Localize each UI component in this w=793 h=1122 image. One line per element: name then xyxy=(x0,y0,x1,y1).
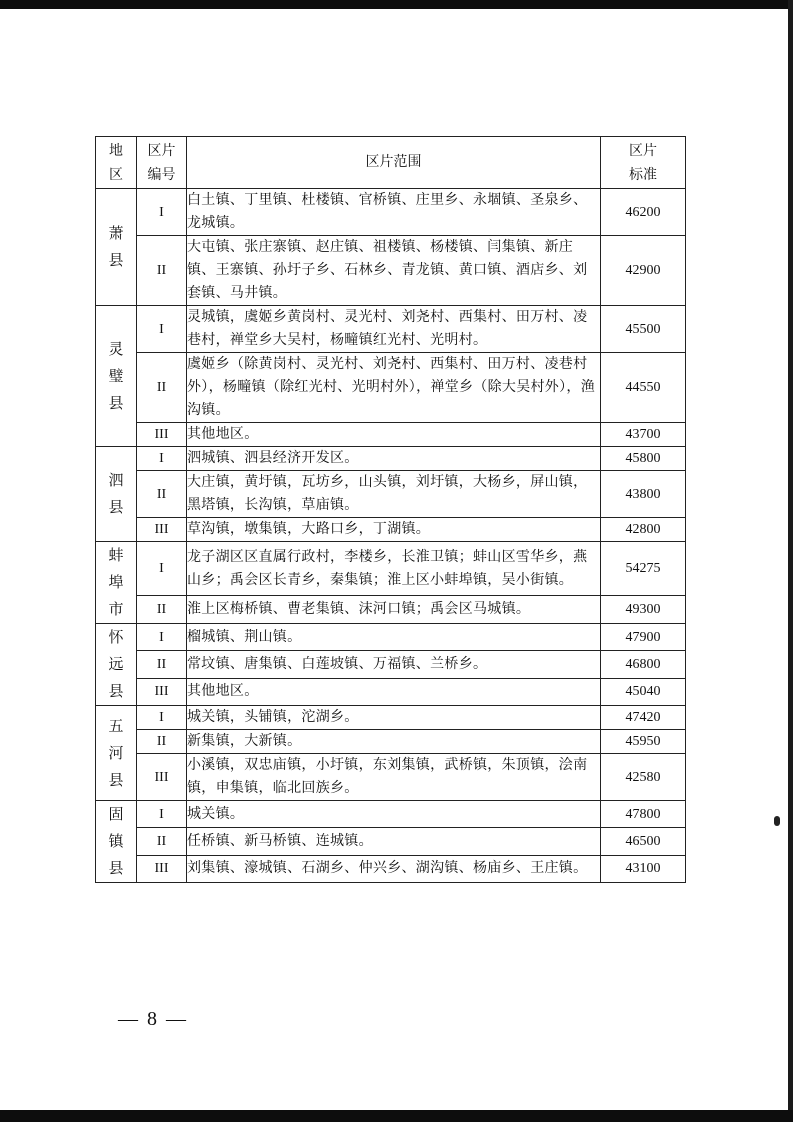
zone-standard: 49300 xyxy=(601,596,686,624)
header-code xyxy=(137,137,187,189)
zone-standard: 42800 xyxy=(601,518,686,542)
zone-scope: 淮上区梅桥镇、曹老集镇、沫河口镇；禹会区马城镇。 xyxy=(187,596,601,624)
zone-standard: 45040 xyxy=(601,678,686,705)
header-code-text: 区片编号 xyxy=(147,142,176,183)
zone-code: I xyxy=(137,706,187,730)
region-name: 灵璧县 xyxy=(108,339,124,412)
zone-scope: 其他地区。 xyxy=(187,423,601,447)
table-row xyxy=(96,754,686,801)
table-row xyxy=(96,730,686,754)
zone-scope: 大屯镇、张庄寨镇、赵庄镇、祖楼镇、杨楼镇、闫集镇、新庄镇、王寨镇、孙圩子乡、石林乡、青龙镇、黄口镇、酒店乡、刘套镇、马井镇。 xyxy=(187,236,601,306)
header-scope xyxy=(187,137,601,189)
region-cell xyxy=(96,542,137,624)
zone-standard: 46500 xyxy=(601,828,686,855)
zone-scope: 任桥镇、新马桥镇、连城镇。 xyxy=(187,828,601,855)
zone-code: II xyxy=(137,236,187,306)
zone-scope: 灵城镇，虞姬乡黄岗村、灵光村、刘尧村、西集村、田万村、凌巷村，禅堂乡大吴村，杨疃镇红光村、光明村。 xyxy=(187,306,601,353)
zone-standard: 45800 xyxy=(601,447,686,471)
zone-code: III xyxy=(137,678,187,705)
zone-code: II xyxy=(137,353,187,423)
zone-code: III xyxy=(137,423,187,447)
header-standard xyxy=(601,137,686,189)
zone-scope: 大庄镇，黄圩镇，瓦坊乡，山头镇，刘圩镇，大杨乡，屏山镇，黑塔镇，长沟镇，草庙镇。 xyxy=(187,471,601,518)
zone-code: I xyxy=(137,801,187,828)
zone-scope: 刘集镇、濠城镇、石湖乡、仲兴乡、湖沟镇、杨庙乡、王庄镇。 xyxy=(187,855,601,882)
zone-code: III xyxy=(137,754,187,801)
region-cell xyxy=(96,801,137,883)
zone-code: I xyxy=(137,447,187,471)
zone-scope: 泗城镇、泗县经济开发区。 xyxy=(187,447,601,471)
region-cell xyxy=(96,189,137,306)
zone-code: II xyxy=(137,596,187,624)
zone-standard: 42900 xyxy=(601,236,686,306)
region-cell xyxy=(96,706,137,801)
zone-standard: 47420 xyxy=(601,706,686,730)
land-price-table xyxy=(95,136,686,883)
region-name: 蚌埠市 xyxy=(108,546,124,618)
zone-scope: 小溪镇，双忠庙镇，小圩镇，东刘集镇，武桥镇，朱顶镇，浍南镇，申集镇，临北回族乡。 xyxy=(187,754,601,801)
zone-standard: 47900 xyxy=(601,624,686,651)
region-name: 萧县 xyxy=(108,224,124,269)
zone-code: I xyxy=(137,542,187,596)
zone-scope: 龙子湖区区直属行政村，李楼乡，长淮卫镇；蚌山区雪华乡，燕山乡；禹会区长青乡，秦集镇；淮上区小蚌埠镇，吴小街镇。 xyxy=(187,542,601,596)
table-row xyxy=(96,306,686,353)
table-row xyxy=(96,706,686,730)
zone-scope: 城关镇，头铺镇，沱湖乡。 xyxy=(187,706,601,730)
table-row xyxy=(96,828,686,855)
zone-standard: 54275 xyxy=(601,542,686,596)
header-standard-text: 区片标准 xyxy=(629,142,657,183)
table-row xyxy=(96,855,686,882)
zone-code: I xyxy=(137,306,187,353)
table-row xyxy=(96,471,686,518)
zone-scope: 虞姬乡（除黄岗村、灵光村、刘尧村、西集村、田万村、凌巷村外），杨疃镇（除红光村、光明村外），禅堂乡（除大吴村外），渔沟镇。 xyxy=(187,353,601,423)
zone-code: II xyxy=(137,471,187,518)
table-row xyxy=(96,542,686,596)
table-row xyxy=(96,801,686,828)
zone-code: III xyxy=(137,855,187,882)
region-name: 五河县 xyxy=(108,716,124,789)
table-row xyxy=(96,518,686,542)
zone-scope: 新集镇，大新镇。 xyxy=(187,730,601,754)
zone-scope: 其他地区。 xyxy=(187,678,601,705)
zone-standard: 42580 xyxy=(601,754,686,801)
zone-scope: 常坟镇、唐集镇、白莲坡镇、万福镇、兰桥乡。 xyxy=(187,651,601,678)
table-row xyxy=(96,236,686,306)
zone-standard: 43800 xyxy=(601,471,686,518)
page-number: — 8 — xyxy=(118,1008,188,1030)
zone-scope: 榴城镇、荆山镇。 xyxy=(187,624,601,651)
region-cell xyxy=(96,447,137,542)
zone-code: II xyxy=(137,828,187,855)
zone-standard: 43100 xyxy=(601,855,686,882)
zone-scope: 城关镇。 xyxy=(187,801,601,828)
scan-border-top xyxy=(0,0,793,9)
table-row xyxy=(96,189,686,236)
table-row xyxy=(96,651,686,678)
region-name: 怀远县 xyxy=(108,628,124,700)
table-row xyxy=(96,624,686,651)
table-row xyxy=(96,447,686,471)
zone-standard: 46800 xyxy=(601,651,686,678)
zone-standard: 47800 xyxy=(601,801,686,828)
zone-code: II xyxy=(137,651,187,678)
scan-speck xyxy=(774,816,780,826)
zone-standard: 45500 xyxy=(601,306,686,353)
region-name: 固镇县 xyxy=(108,805,124,877)
table-row xyxy=(96,678,686,705)
header-scope-text: 区片范围 xyxy=(365,154,422,170)
zone-standard: 43700 xyxy=(601,423,686,447)
region-cell xyxy=(96,624,137,706)
table-row xyxy=(96,353,686,423)
scan-border-right xyxy=(788,0,793,1122)
zone-code: II xyxy=(137,730,187,754)
zone-code: I xyxy=(137,189,187,236)
region-cell xyxy=(96,306,137,447)
table-row xyxy=(96,596,686,624)
region-name: 泗县 xyxy=(108,471,124,516)
table-header-row xyxy=(96,137,686,189)
header-region-text: 地区 xyxy=(109,142,123,183)
zone-scope: 白土镇、丁里镇、杜楼镇、官桥镇、庄里乡、永堌镇、圣泉乡、龙城镇。 xyxy=(187,189,601,236)
table-row xyxy=(96,423,686,447)
zone-standard: 46200 xyxy=(601,189,686,236)
zone-standard: 44550 xyxy=(601,353,686,423)
zone-standard: 45950 xyxy=(601,730,686,754)
scan-border-bottom xyxy=(0,1110,793,1122)
zone-code: III xyxy=(137,518,187,542)
zone-scope: 草沟镇，墩集镇，大路口乡，丁湖镇。 xyxy=(187,518,601,542)
header-region xyxy=(96,137,137,189)
zone-code: I xyxy=(137,624,187,651)
